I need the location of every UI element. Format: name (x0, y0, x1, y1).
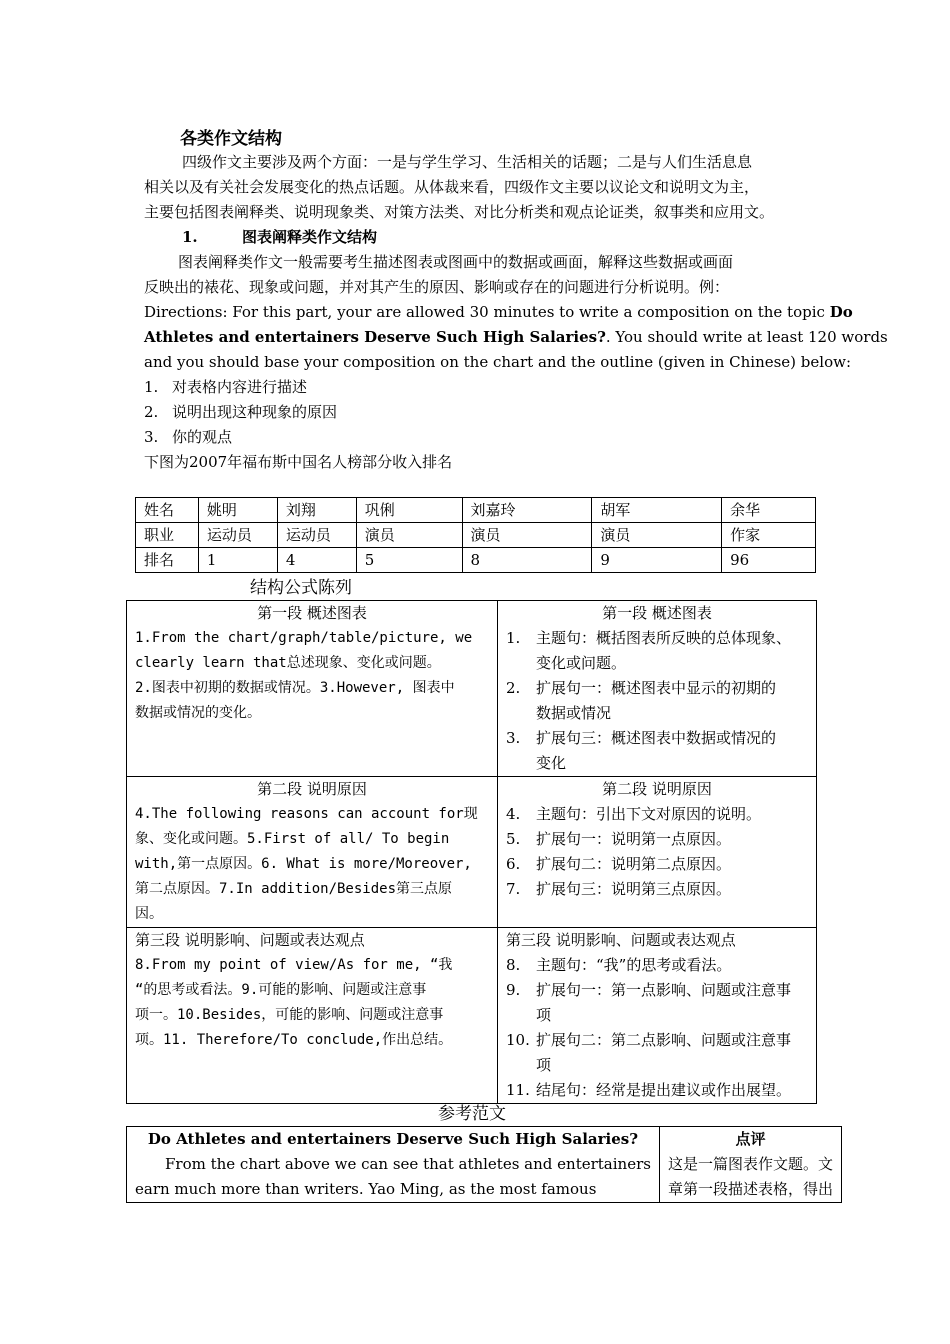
outline-item-1: 对表格内容进行描述 (172, 378, 308, 396)
structure-cell (127, 601, 498, 777)
structure-cell (127, 928, 498, 1104)
section-number: 1. (182, 228, 198, 246)
table-cell: 姚明 (198, 498, 277, 523)
table-cell: 演员 (462, 523, 592, 548)
intro-line-1: 四级作文主要涉及两个方面：一是与学生学习、生活相关的话题；二是与人们生活息息 (182, 153, 753, 171)
table-cell: 余华 (722, 498, 816, 523)
comment-line: 章第一段描述表格，得出 (667, 1180, 833, 1198)
table-row (127, 1127, 842, 1203)
table-row (136, 498, 816, 523)
table-cell: 运动员 (198, 523, 277, 548)
table-cell: 8 (462, 548, 592, 573)
item-line: 扩展句二：说明第二点原因。 (536, 855, 732, 873)
directions-text: Directions: For this part, your are allowed 30 minutes to write a composition on the topic (144, 303, 830, 321)
cell-line: 第二点原因。7.In addition/Besides第三点原 (135, 881, 453, 897)
item-number: 6. (506, 855, 521, 873)
comment-line: 这是一篇图表作文题。文 (667, 1155, 833, 1173)
cell-heading: 第三段 说明影响、问题或表达观点 (135, 931, 365, 949)
outline-num-2: 2. (144, 403, 159, 421)
list-item (506, 726, 808, 776)
item-line: 项 (536, 1006, 552, 1024)
chart-caption: 下图为2007年福布斯中国名人榜部分收入排名 (144, 453, 453, 471)
item-line: 扩展句一：第一点影响、问题或注意事 (536, 981, 792, 999)
item-line: 扩展句三：概述图表中数据或情况的 (536, 729, 777, 747)
cell-line: 4.The following reasons can account for现 (135, 806, 478, 822)
item-line: 扩展句一：说明第一点原因。 (536, 830, 732, 848)
directions-topic: Do (829, 303, 853, 321)
directions-line-2 (144, 325, 888, 350)
table-cell: 排名 (136, 548, 199, 573)
cell-line: 8.From my point of view/As for me, “我 (135, 957, 453, 973)
sample-table (126, 1126, 842, 1203)
table-row (136, 548, 816, 573)
item-line: 结尾句：经常是提出建议或作出展望。 (536, 1081, 792, 1099)
cell-line: 数据或情况的变化。 (135, 705, 261, 721)
item-number: 3. (506, 729, 521, 747)
item-line: 变化 (536, 754, 567, 772)
structure-cell (127, 777, 498, 928)
table-cell: 1 (198, 548, 277, 573)
list-item (506, 827, 808, 852)
cell-line: 1.From the chart/graph/table/picture, we (135, 630, 473, 646)
item-number: 11. (506, 1081, 530, 1099)
essay-title: Do Athletes and entertainers Deserve Such High Salaries? (147, 1130, 639, 1148)
directions-line-1 (144, 300, 853, 325)
comment-heading: 点评 (735, 1130, 766, 1148)
item-number: 2. (506, 679, 521, 697)
item-line: 扩展句二：第二点影响、问题或注意事 (536, 1031, 792, 1049)
item-number: 10. (506, 1031, 530, 1049)
cell-line: with,第一点原因。6. What is more/Moreover, (135, 856, 472, 872)
table-cell: 刘嘉玲 (462, 498, 592, 523)
sample-label: 参考范文 (438, 1104, 506, 1124)
table-cell: 演员 (592, 523, 722, 548)
cell-line: “的思考或看法。9.可能的影响、问题或注意事 (135, 982, 427, 998)
table-cell: 9 (592, 548, 722, 573)
table-cell: 演员 (356, 523, 462, 548)
outline-num-3: 3. (144, 428, 159, 446)
list-item (506, 1028, 808, 1078)
item-line: 主题句：“我”的思考或看法。 (536, 956, 732, 974)
item-line: 扩展句三：说明第三点原因。 (536, 880, 732, 898)
cell-line: 项。11. Therefore/To conclude,作出总结。 (135, 1032, 453, 1048)
comment-cell (659, 1127, 841, 1203)
outline-item-3: 你的观点 (172, 428, 233, 446)
list-item (506, 852, 808, 877)
table-cell: 刘翔 (277, 498, 356, 523)
cell-line: 因。 (135, 906, 163, 922)
cell-line: 象、变化或问题。5.First of all/ To begin (135, 831, 450, 847)
directions-line-3: and you should base your composition on the chart and the outline (given in Chinese) below: (144, 353, 851, 371)
item-number: 1. (506, 629, 521, 647)
item-number: 4. (506, 805, 521, 823)
cell-heading: 第三段 说明影响、问题或表达观点 (506, 931, 736, 949)
structure-label: 结构公式陈列 (250, 578, 352, 598)
item-line: 数据或情况 (536, 704, 612, 722)
directions-text-cont: . You should write at least 120 words (605, 328, 888, 346)
item-number: 5. (506, 830, 521, 848)
item-line: 扩展句一：概述图表中显示的初期的 (536, 679, 777, 697)
ranking-table (135, 497, 816, 573)
item-line: 主题句：概括图表所反映的总体现象、 (536, 629, 792, 647)
list-item (506, 1078, 808, 1103)
table-cell: 96 (722, 548, 816, 573)
structure-cell (498, 777, 817, 928)
list-item (506, 877, 808, 902)
intro-line-2: 相关以及有关社会发展变化的热点话题。从体裁来看，四级作文主要以议论文和说明文为主， (144, 178, 760, 196)
table-cell: 运动员 (277, 523, 356, 548)
cell-heading: 第一段 概述图表 (257, 604, 367, 622)
item-number: 7. (506, 880, 521, 898)
item-line: 变化或问题。 (536, 654, 627, 672)
outline-num-1: 1. (144, 378, 159, 396)
section-line-2: 反映出的裱花、现象或问题，并对其产生的原因、影响或存在的问题进行分析说明。例： (144, 278, 730, 296)
table-row (127, 928, 817, 1104)
essay-line: earn much more than writers. Yao Ming, as the most famous (135, 1180, 597, 1198)
table-row (127, 777, 817, 928)
cell-heading: 第二段 说明原因 (602, 780, 712, 798)
table-cell: 姓名 (136, 498, 199, 523)
intro-line-3: 主要包括图表阐释类、说明现象类、对策方法类、对比分析类和观点论证类，叙事类和应用文。 (144, 203, 775, 221)
table-cell: 职业 (136, 523, 199, 548)
cell-line: clearly learn that总述现象、变化或问题。 (135, 655, 441, 671)
table-row (127, 601, 817, 777)
list-item (506, 802, 808, 827)
item-number: 9. (506, 981, 521, 999)
table-cell: 4 (277, 548, 356, 573)
cell-heading: 第一段 概述图表 (602, 604, 712, 622)
item-line: 主题句：引出下文对原因的说明。 (536, 805, 762, 823)
directions-topic-cont: Athletes and entertainers Deserve Such High Salaries? (144, 328, 606, 346)
list-item (506, 953, 808, 978)
structure-cell (498, 601, 817, 777)
list-item (506, 626, 808, 676)
structure-cell (498, 928, 817, 1104)
essay-line: From the chart above we can see that athletes and entertainers (165, 1155, 651, 1173)
outline-item-2: 说明出现这种现象的原因 (172, 403, 338, 421)
table-cell: 巩俐 (356, 498, 462, 523)
page-title: 各类作文结构 (180, 129, 282, 149)
table-cell: 胡军 (592, 498, 722, 523)
table-cell: 作家 (722, 523, 816, 548)
structure-table (126, 600, 817, 1104)
essay-cell (127, 1127, 660, 1203)
list-item (506, 676, 808, 726)
section-title: 图表阐释类作文结构 (242, 228, 378, 246)
section-line-1: 图表阐释类作文一般需要考生描述图表或图画中的数据或画面，解释这些数据或画面 (178, 253, 734, 271)
item-line: 项 (536, 1056, 552, 1074)
cell-line: 2.图表中初期的数据或情况。3.However, 图表中 (135, 680, 455, 696)
cell-heading: 第二段 说明原因 (257, 780, 367, 798)
table-row (136, 523, 816, 548)
table-cell: 5 (356, 548, 462, 573)
item-number: 8. (506, 956, 521, 974)
cell-line: 项一。10.Besides，可能的影响、问题或注意事 (135, 1007, 444, 1023)
list-item (506, 978, 808, 1028)
